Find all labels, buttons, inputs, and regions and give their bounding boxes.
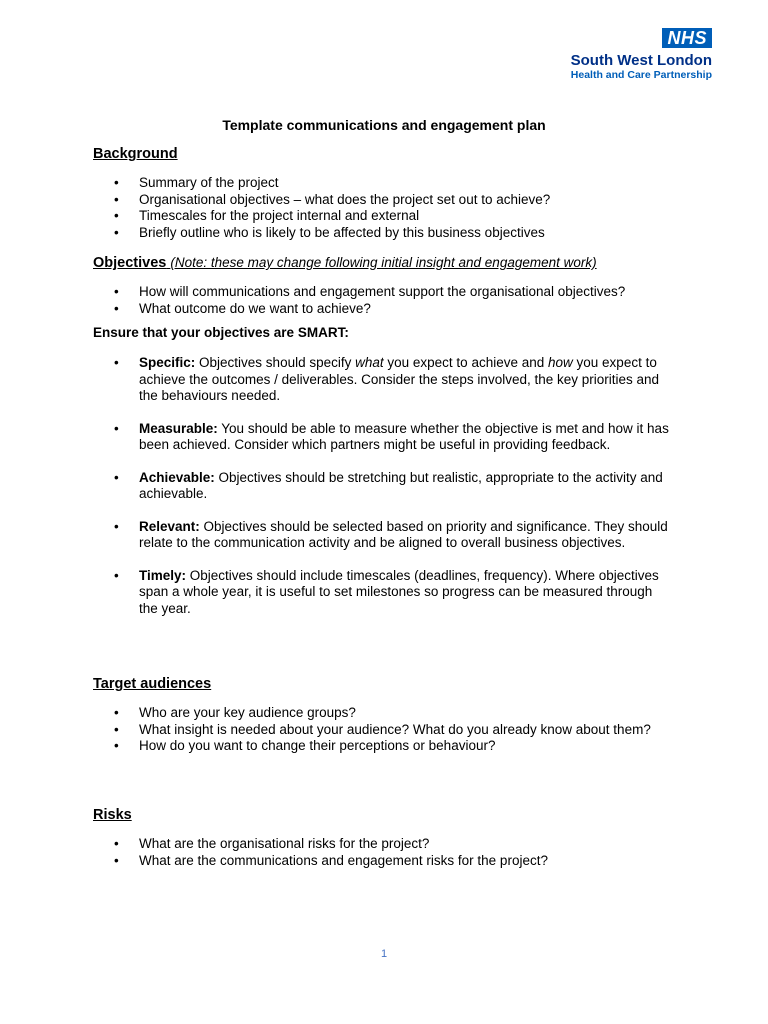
- objectives-note: (Note: these may change following initial insight and engagement work): [170, 255, 597, 270]
- logo-org-subtitle: Health and Care Partnership: [570, 69, 712, 81]
- nhs-logo-mark: NHS: [662, 28, 712, 48]
- smart-text: Objectives should include timescales (deadlines, frequency). Where objectives span a whole year, it is useful to set milestones so progress can be measured through the year.: [139, 567, 659, 616]
- smart-term: Measurable:: [139, 420, 218, 436]
- list-item: • What are the communications and engagement risks for the project?: [114, 853, 674, 870]
- smart-item-specific: [114, 355, 674, 405]
- list-item: • What are the organisational risks for the project?: [114, 836, 674, 853]
- smart-emphasis: what: [355, 355, 384, 370]
- background-list: [114, 175, 674, 241]
- nhs-logo: [552, 28, 712, 81]
- list-item: • Who are your key audience groups?: [114, 705, 674, 722]
- smart-intro: Ensure that your objectives are SMART:: [93, 325, 349, 340]
- smart-text: Objectives should specify: [195, 355, 356, 370]
- smart-emphasis: how: [548, 355, 573, 370]
- smart-text: Objectives should be stretching but realistic, appropriate to the activity and achievable.: [139, 469, 663, 501]
- smart-term: Specific:: [139, 355, 196, 370]
- document-title: Template communications and engagement plan: [222, 117, 546, 133]
- smart-item-timely: [114, 568, 674, 618]
- logo-org-name: South West London: [570, 52, 712, 69]
- smart-list: [114, 355, 674, 633]
- heading-target-audiences: Target audiences: [93, 676, 212, 692]
- list-item: • What insight is needed about your audience? What do you already know about them?: [114, 722, 674, 739]
- smart-text: Objectives should be selected based on priority and significance. They should relate to the communication activity and be aligned to overall business objectives.: [139, 518, 668, 550]
- smart-text: you expect to achieve the outcomes / deliverables. Consider the steps involved, the key priorities and the behaviours needed.: [139, 355, 660, 403]
- list-item: • Organisational objectives – what does the project set out to achieve?: [114, 192, 674, 209]
- list-item: • What outcome do we want to achieve?: [114, 301, 674, 318]
- risks-list: [114, 836, 674, 869]
- list-item: • How will communications and engagement support the organisational objectives?: [114, 284, 674, 301]
- audiences-list: [114, 705, 674, 755]
- list-item: • How do you want to change their perceptions or behaviour?: [114, 738, 674, 755]
- smart-item-achievable: [114, 470, 674, 503]
- heading-objectives-label: Objectives: [93, 255, 167, 271]
- heading-objectives: [93, 255, 597, 271]
- heading-risks: Risks: [93, 807, 132, 823]
- smart-term: Achievable:: [139, 469, 215, 485]
- smart-item-measurable: [114, 421, 674, 454]
- heading-background: Background: [93, 146, 178, 162]
- smart-term: Relevant:: [139, 518, 200, 534]
- smart-text: you expect to achieve and: [383, 355, 549, 370]
- page-number: 1: [380, 948, 388, 960]
- smart-text: You should be able to measure whether the objective is met and how it has been achieved. Consider which partners might be useful in providing feedback.: [139, 420, 669, 452]
- objectives-list: [114, 284, 674, 317]
- smart-item-relevant: [114, 519, 674, 552]
- list-item: • Timescales for the project internal and external: [114, 208, 674, 225]
- smart-term: Timely:: [139, 567, 187, 583]
- list-item: • Briefly outline who is likely to be affected by this business objectives: [114, 225, 674, 242]
- list-item: • Summary of the project: [114, 175, 674, 192]
